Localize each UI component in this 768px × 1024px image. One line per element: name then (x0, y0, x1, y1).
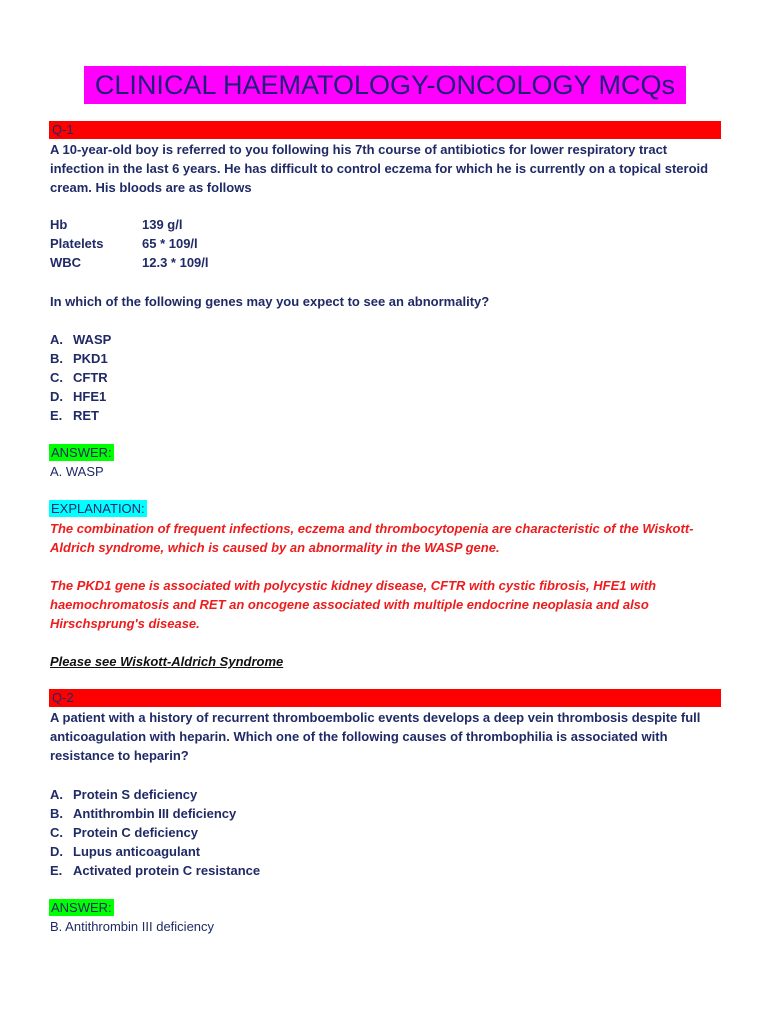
q1-option-d (50, 387, 106, 406)
option-text: CFTR (73, 370, 108, 385)
q2-answer-label: ANSWER: (51, 900, 112, 915)
option-letter: A. (50, 332, 63, 347)
option-letter: D. (50, 389, 63, 404)
question-1-header: Q-1 (49, 121, 721, 139)
q2-option-e (50, 861, 260, 880)
q1-answer: A. WASP (50, 464, 104, 479)
question-2-header: Q-2 (49, 689, 721, 707)
q1-explanation-para-2: The PKD1 gene is associated with polycystic kidney disease, CFTR with cystic fibrosis, HFE1 with haemochromatosis and RET an oncogene associated with multiple endocrine neoplasia and also Hirschsprung's disease. (50, 578, 657, 631)
q2-answer: B. Antithrombin III deficiency (50, 919, 215, 934)
lab-value-hb: 139 g/l (142, 217, 183, 232)
q1-option-a (50, 330, 111, 349)
option-text: Activated protein C resistance (73, 863, 261, 878)
q1-option-e (50, 406, 99, 425)
lab-name-hb: Hb (50, 217, 68, 232)
option-text: HFE1 (73, 389, 107, 404)
option-text: RET (73, 408, 99, 423)
lab-value-platelets: 65 * 109/l (142, 236, 198, 251)
option-letter: B. (50, 806, 63, 821)
q2-option-a (50, 785, 197, 804)
q1-explanation-label: EXPLANATION: (51, 501, 145, 516)
option-letter: D. (50, 844, 63, 859)
q2-option-d (50, 842, 200, 861)
option-letter: E. (50, 863, 63, 878)
page-title: CLINICAL HAEMATOLOGY-ONCOLOGY MCQs (84, 66, 686, 104)
lab-name-wbc: WBC (50, 255, 82, 270)
q1-answer-label: ANSWER: (51, 445, 112, 460)
question-1-stem: A 10-year-old boy is referred to you following his 7th course of antibiotics for lower respiratory tract infection in the last 6 years. He has difficult to control eczema for which he is currently on a topical steroid cream. His bloods are as follows (50, 142, 709, 195)
option-letter: C. (50, 370, 63, 385)
question-2-stem: A patient with a history of recurrent thromboembolic events develops a deep vein thrombosis despite full anticoagulation with heparin. Which one of the following causes of thrombophilia is associated with resistance to heparin? (50, 710, 701, 763)
q1-see-also-row (50, 652, 722, 671)
option-letter: B. (50, 351, 63, 366)
q2-option-c (50, 823, 198, 842)
q1-option-b (50, 349, 108, 368)
option-letter: E. (50, 408, 63, 423)
q1-explanation-para-1: The combination of frequent infections, eczema and thrombocytopenia are characteristic of the Wiskott-Aldrich syndrome, which is caused by an abnormality in the WASP gene. (50, 521, 694, 555)
option-letter: A. (50, 787, 63, 802)
q2-option-b (50, 804, 236, 823)
see-also-link[interactable]: Please see Wiskott-Aldrich Syndrome (50, 654, 284, 669)
q1-option-c (50, 368, 108, 387)
lab-name-platelets: Platelets (50, 236, 104, 251)
option-text: Protein S deficiency (73, 787, 198, 802)
option-text: Protein C deficiency (73, 825, 198, 840)
option-text: WASP (73, 332, 112, 347)
question-1-prompt: In which of the following genes may you expect to see an abnormality? (50, 294, 490, 309)
lab-value-wbc: 12.3 * 109/l (142, 255, 209, 270)
option-text: Antithrombin III deficiency (73, 806, 237, 821)
option-text: Lupus anticoagulant (73, 844, 201, 859)
option-letter: C. (50, 825, 63, 840)
option-text: PKD1 (73, 351, 108, 366)
